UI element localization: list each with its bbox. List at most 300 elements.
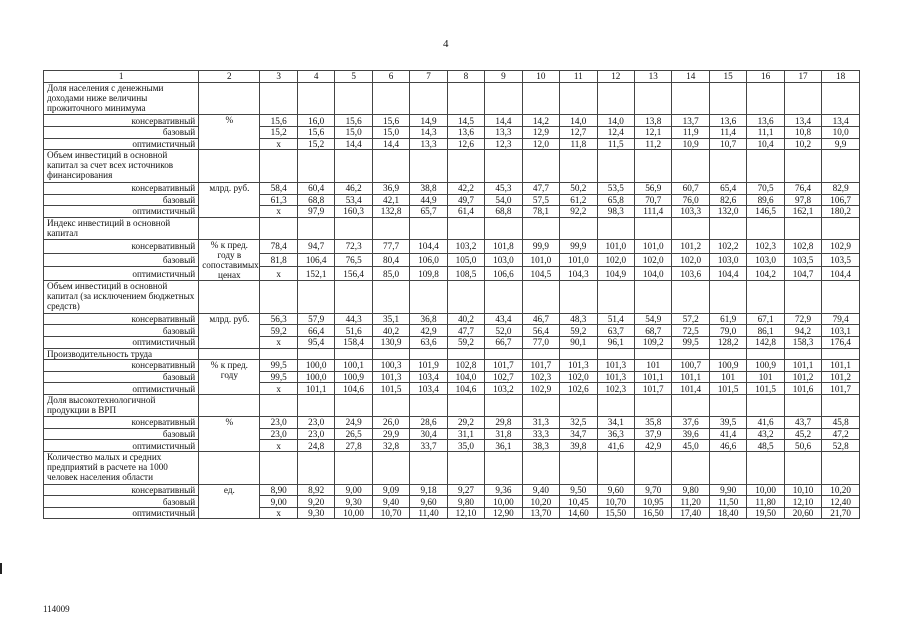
empty-cell (447, 280, 484, 313)
value-cell: 162,1 (784, 206, 821, 218)
empty-cell (447, 217, 484, 239)
empty-cell (747, 451, 784, 484)
value-cell: 13,70 (522, 507, 559, 519)
empty-cell (560, 280, 597, 313)
section-title: Количество малых и средних предприятий в расчете на 1000 человек населения области (44, 451, 199, 484)
value-cell: 12,9 (522, 126, 559, 138)
value-cell: 152,1 (297, 267, 334, 281)
empty-cell (372, 217, 409, 239)
header-cell: 4 (297, 71, 334, 83)
scenario-row (44, 239, 860, 253)
section-title-row (44, 82, 860, 115)
unit-cell: % к пред. году в сопоставимых ценах (199, 239, 260, 280)
empty-cell (597, 150, 634, 183)
value-cell: 16,0 (297, 115, 334, 127)
value-cell: 104,0 (447, 371, 484, 383)
value-cell: 85,0 (372, 267, 409, 281)
value-cell: 65,8 (597, 194, 634, 206)
scenario-label: базовый (44, 253, 199, 267)
value-cell: 146,5 (747, 206, 784, 218)
empty-cell (522, 82, 559, 115)
empty-cell (372, 150, 409, 183)
value-cell: 132,8 (372, 206, 409, 218)
value-cell: 14,3 (410, 126, 447, 138)
value-cell: 23,0 (260, 428, 297, 440)
value-cell: 12,90 (485, 507, 522, 519)
value-cell: 35,1 (372, 313, 409, 325)
empty-cell (709, 394, 746, 416)
value-cell: 12,0 (522, 138, 559, 150)
header-cell: 5 (335, 71, 372, 83)
scenario-label: оптимистичный (44, 206, 199, 218)
value-cell: 39,6 (672, 428, 709, 440)
value-cell: 176,4 (822, 336, 860, 348)
value-cell: 10,8 (784, 126, 821, 138)
empty-cell (709, 82, 746, 115)
value-cell: 12,1 (635, 126, 672, 138)
value-cell: 41,6 (747, 417, 784, 429)
value-cell: 14,0 (597, 115, 634, 127)
value-cell: 45,3 (485, 182, 522, 194)
scenario-label: базовый (44, 126, 199, 138)
value-cell: 15,2 (297, 138, 334, 150)
empty-cell (709, 217, 746, 239)
value-cell: 101,3 (597, 360, 634, 372)
value-cell: 51,6 (335, 325, 372, 337)
value-cell: 23,0 (260, 417, 297, 429)
empty-cell (522, 451, 559, 484)
empty-cell (485, 280, 522, 313)
scenario-label: базовый (44, 496, 199, 508)
empty-cell (199, 217, 260, 239)
value-cell: 24,9 (335, 417, 372, 429)
scenario-label: консервативный (44, 182, 199, 194)
scenario-label: консервативный (44, 115, 199, 127)
value-cell: 12,10 (784, 496, 821, 508)
value-cell: 109,8 (410, 267, 447, 281)
empty-cell (635, 150, 672, 183)
empty-cell (410, 394, 447, 416)
value-cell: 15,6 (372, 115, 409, 127)
empty-cell (260, 150, 297, 183)
empty-cell (260, 394, 297, 416)
value-cell: 10,70 (597, 496, 634, 508)
value-cell: 9,27 (447, 484, 484, 496)
value-cell: 101 (709, 371, 746, 383)
value-cell: 15,6 (335, 115, 372, 127)
value-cell: 102,3 (597, 383, 634, 395)
empty-cell (335, 348, 372, 360)
value-cell: 9,50 (560, 484, 597, 496)
header-cell: 1 (44, 71, 199, 83)
value-cell: 43,2 (747, 428, 784, 440)
value-cell: 67,1 (747, 313, 784, 325)
empty-cell (372, 394, 409, 416)
value-cell: 47,7 (522, 182, 559, 194)
value-cell: 101,6 (784, 383, 821, 395)
value-cell: 30,4 (410, 428, 447, 440)
empty-cell (335, 280, 372, 313)
value-cell: 14,60 (560, 507, 597, 519)
value-cell: 101,0 (635, 239, 672, 253)
value-cell: 34,7 (560, 428, 597, 440)
value-cell: 102,9 (822, 239, 860, 253)
value-cell: 54,0 (485, 194, 522, 206)
value-cell: 101,5 (709, 383, 746, 395)
empty-cell (672, 217, 709, 239)
empty-cell (672, 280, 709, 313)
value-cell: 9,00 (260, 496, 297, 508)
value-cell: 101,9 (410, 360, 447, 372)
section-title-row (44, 150, 860, 183)
value-cell: 36,3 (597, 428, 634, 440)
value-cell: 104,2 (747, 267, 784, 281)
header-cell: 3 (260, 71, 297, 83)
value-cell: 102,8 (447, 360, 484, 372)
value-cell: 21,70 (822, 507, 860, 519)
value-cell: 101,7 (635, 383, 672, 395)
empty-cell (822, 451, 860, 484)
header-cell: 9 (485, 71, 522, 83)
scenario-label: консервативный (44, 313, 199, 325)
value-cell: 9,36 (485, 484, 522, 496)
value-cell: 109,2 (635, 336, 672, 348)
value-cell: 94,2 (784, 325, 821, 337)
value-cell: 90,1 (560, 336, 597, 348)
value-cell: 59,2 (447, 336, 484, 348)
value-cell: 72,3 (335, 239, 372, 253)
empty-cell (485, 394, 522, 416)
value-cell: 101 (747, 371, 784, 383)
section-title-row (44, 451, 860, 484)
empty-cell (297, 150, 334, 183)
value-cell: 99,9 (560, 239, 597, 253)
empty-cell (335, 451, 372, 484)
unit-cell: % к пред. году (199, 360, 260, 395)
header-cell: 8 (447, 71, 484, 83)
scenario-label: базовый (44, 428, 199, 440)
value-cell: 35,8 (635, 417, 672, 429)
value-cell: 56,3 (260, 313, 297, 325)
value-cell: 35,0 (447, 440, 484, 452)
empty-cell (784, 150, 821, 183)
scenario-label: оптимистичный (44, 383, 199, 395)
header-cell: 6 (372, 71, 409, 83)
value-cell: 101,1 (635, 371, 672, 383)
value-cell: 76,5 (335, 253, 372, 267)
empty-cell (297, 394, 334, 416)
value-cell: 9,40 (372, 496, 409, 508)
value-cell: 8,90 (260, 484, 297, 496)
value-cell: 104,4 (410, 239, 447, 253)
header-cell: 18 (822, 71, 860, 83)
empty-cell (784, 280, 821, 313)
scenario-row (44, 484, 860, 496)
value-cell: 65,4 (709, 182, 746, 194)
value-cell: х (260, 138, 297, 150)
value-cell: 40,2 (447, 313, 484, 325)
value-cell: 8,92 (297, 484, 334, 496)
value-cell: 10,0 (822, 126, 860, 138)
value-cell: 14,9 (410, 115, 447, 127)
empty-cell (635, 451, 672, 484)
value-cell: 14,4 (372, 138, 409, 150)
empty-cell (784, 451, 821, 484)
value-cell: 46,7 (522, 313, 559, 325)
value-cell: 43,4 (485, 313, 522, 325)
value-cell: 15,0 (335, 126, 372, 138)
header-cell: 14 (672, 71, 709, 83)
empty-cell (709, 280, 746, 313)
value-cell: 78,4 (260, 239, 297, 253)
value-cell: 101,8 (485, 239, 522, 253)
value-cell: 104,4 (709, 267, 746, 281)
value-cell: 104,4 (822, 267, 860, 281)
value-cell: 9,20 (297, 496, 334, 508)
empty-cell (447, 394, 484, 416)
value-cell: 100,3 (372, 360, 409, 372)
empty-cell (597, 451, 634, 484)
value-cell: 102,0 (597, 253, 634, 267)
value-cell: 11,50 (709, 496, 746, 508)
value-cell: 10,00 (747, 484, 784, 496)
section-title: Объем инвестиций в основной капитал (за исключением бюджетных средств) (44, 280, 199, 313)
value-cell: 82,6 (709, 194, 746, 206)
empty-cell (635, 348, 672, 360)
section-title: Производительность труда (44, 348, 199, 360)
value-cell: 23,0 (297, 417, 334, 429)
value-cell: 106,6 (485, 267, 522, 281)
value-cell: 10,95 (635, 496, 672, 508)
value-cell: 9,9 (822, 138, 860, 150)
scenario-row (44, 360, 860, 372)
value-cell: 54,9 (635, 313, 672, 325)
value-cell: 41,4 (709, 428, 746, 440)
section-title-row (44, 348, 860, 360)
value-cell: 68,8 (297, 194, 334, 206)
value-cell: 66,7 (485, 336, 522, 348)
empty-cell (260, 280, 297, 313)
empty-cell (822, 82, 860, 115)
value-cell: 103,2 (447, 239, 484, 253)
value-cell: 78,1 (522, 206, 559, 218)
value-cell: 97,8 (784, 194, 821, 206)
value-cell: 34,1 (597, 417, 634, 429)
value-cell: 103,6 (672, 267, 709, 281)
empty-cell (635, 280, 672, 313)
value-cell: 103,5 (784, 253, 821, 267)
value-cell: 106,7 (822, 194, 860, 206)
scenario-row (44, 182, 860, 194)
value-cell: 101,3 (597, 371, 634, 383)
value-cell: 80,4 (372, 253, 409, 267)
scenario-row (44, 507, 860, 519)
value-cell: 36,1 (485, 440, 522, 452)
value-cell: 29,8 (485, 417, 522, 429)
value-cell: 57,9 (297, 313, 334, 325)
value-cell: 59,2 (260, 325, 297, 337)
value-cell: 11,9 (672, 126, 709, 138)
empty-cell (822, 280, 860, 313)
value-cell: 47,2 (822, 428, 860, 440)
value-cell: 13,4 (784, 115, 821, 127)
value-cell: 17,40 (672, 507, 709, 519)
empty-cell (522, 348, 559, 360)
scenario-row (44, 371, 860, 383)
empty-cell (372, 280, 409, 313)
value-cell: 101,3 (560, 360, 597, 372)
empty-cell (297, 280, 334, 313)
header-cell: 11 (560, 71, 597, 83)
empty-cell (447, 451, 484, 484)
empty-cell (485, 217, 522, 239)
value-cell: 11,1 (747, 126, 784, 138)
scenario-row (44, 138, 860, 150)
empty-cell (199, 348, 260, 360)
value-cell: 94,7 (297, 239, 334, 253)
header-cell: 17 (784, 71, 821, 83)
value-cell: 13,6 (709, 115, 746, 127)
value-cell: 104,6 (335, 383, 372, 395)
value-cell: 61,4 (447, 206, 484, 218)
scenario-row (44, 126, 860, 138)
empty-cell (784, 348, 821, 360)
header-cell: 12 (597, 71, 634, 83)
value-cell: 42,9 (635, 440, 672, 452)
empty-cell (672, 394, 709, 416)
scan-edge-mark (0, 563, 2, 574)
value-cell: 101,7 (522, 360, 559, 372)
value-cell: 9,60 (410, 496, 447, 508)
empty-cell (560, 82, 597, 115)
value-cell: 50,6 (784, 440, 821, 452)
value-cell: 104,0 (635, 267, 672, 281)
value-cell: 103,0 (709, 253, 746, 267)
value-cell: 14,2 (522, 115, 559, 127)
empty-cell (709, 150, 746, 183)
value-cell: 101,5 (372, 383, 409, 395)
empty-cell (447, 348, 484, 360)
value-cell: 102,0 (672, 253, 709, 267)
value-cell: 57,5 (522, 194, 559, 206)
value-cell: 160,3 (335, 206, 372, 218)
value-cell: 101,1 (297, 383, 334, 395)
value-cell: 103,0 (485, 253, 522, 267)
empty-cell (560, 451, 597, 484)
value-cell: 46,2 (335, 182, 372, 194)
value-cell: 96,1 (597, 336, 634, 348)
value-cell: 44,9 (410, 194, 447, 206)
value-cell: 180,2 (822, 206, 860, 218)
value-cell: 52,8 (822, 440, 860, 452)
value-cell: 63,6 (410, 336, 447, 348)
empty-cell (672, 82, 709, 115)
value-cell: 52,0 (485, 325, 522, 337)
header-row (44, 71, 860, 83)
value-cell: 14,0 (560, 115, 597, 127)
value-cell: 50,2 (560, 182, 597, 194)
empty-cell (560, 394, 597, 416)
value-cell: 101,1 (784, 360, 821, 372)
value-cell: 13,8 (635, 115, 672, 127)
scenario-label: консервативный (44, 417, 199, 429)
empty-cell (199, 394, 260, 416)
empty-cell (410, 217, 447, 239)
value-cell: 9,30 (335, 496, 372, 508)
scenario-row (44, 417, 860, 429)
empty-cell (560, 150, 597, 183)
section-title-row (44, 280, 860, 313)
scenario-label: оптимистичный (44, 336, 199, 348)
value-cell: 10,45 (560, 496, 597, 508)
value-cell: 102,0 (560, 371, 597, 383)
value-cell: 14,4 (335, 138, 372, 150)
value-cell: 105,0 (447, 253, 484, 267)
empty-cell (747, 82, 784, 115)
value-cell: 48,3 (560, 313, 597, 325)
scenario-label: базовый (44, 325, 199, 337)
section-title-row (44, 394, 860, 416)
empty-cell (747, 348, 784, 360)
value-cell: 68,7 (635, 325, 672, 337)
value-cell: 11,5 (597, 138, 634, 150)
empty-cell (410, 280, 447, 313)
section-title: Объем инвестиций в основной капитал за счет всех источников финансирования (44, 150, 199, 183)
value-cell: 130,9 (372, 336, 409, 348)
value-cell: 103,2 (485, 383, 522, 395)
value-cell: 45,2 (784, 428, 821, 440)
value-cell: 102,3 (747, 239, 784, 253)
value-cell: 10,10 (784, 484, 821, 496)
value-cell: 12,40 (822, 496, 860, 508)
empty-cell (335, 217, 372, 239)
value-cell: 101,2 (784, 371, 821, 383)
scenario-label: оптимистичный (44, 138, 199, 150)
value-cell: 104,6 (447, 383, 484, 395)
value-cell: 13,3 (410, 138, 447, 150)
value-cell: 53,5 (597, 182, 634, 194)
value-cell: 101,0 (597, 239, 634, 253)
value-cell: 101,1 (822, 360, 860, 372)
value-cell: 99,5 (260, 360, 297, 372)
empty-cell (747, 280, 784, 313)
value-cell: 37,6 (672, 417, 709, 429)
empty-cell (335, 394, 372, 416)
empty-cell (597, 280, 634, 313)
value-cell: 9,80 (672, 484, 709, 496)
value-cell: 104,9 (597, 267, 634, 281)
empty-cell (447, 82, 484, 115)
value-cell: 99,5 (260, 371, 297, 383)
empty-cell (297, 348, 334, 360)
value-cell: 47,7 (447, 325, 484, 337)
value-cell: 61,9 (709, 313, 746, 325)
empty-cell (199, 82, 260, 115)
scenario-row (44, 496, 860, 508)
value-cell: 24,8 (297, 440, 334, 452)
value-cell: х (260, 336, 297, 348)
value-cell: 128,2 (709, 336, 746, 348)
scenario-row (44, 325, 860, 337)
empty-cell (672, 150, 709, 183)
empty-cell (747, 394, 784, 416)
value-cell: 102,2 (709, 239, 746, 253)
value-cell: 103,5 (822, 253, 860, 267)
value-cell: 14,4 (485, 115, 522, 127)
value-cell: 99,5 (672, 336, 709, 348)
scenario-row (44, 440, 860, 452)
value-cell: 77,7 (372, 239, 409, 253)
